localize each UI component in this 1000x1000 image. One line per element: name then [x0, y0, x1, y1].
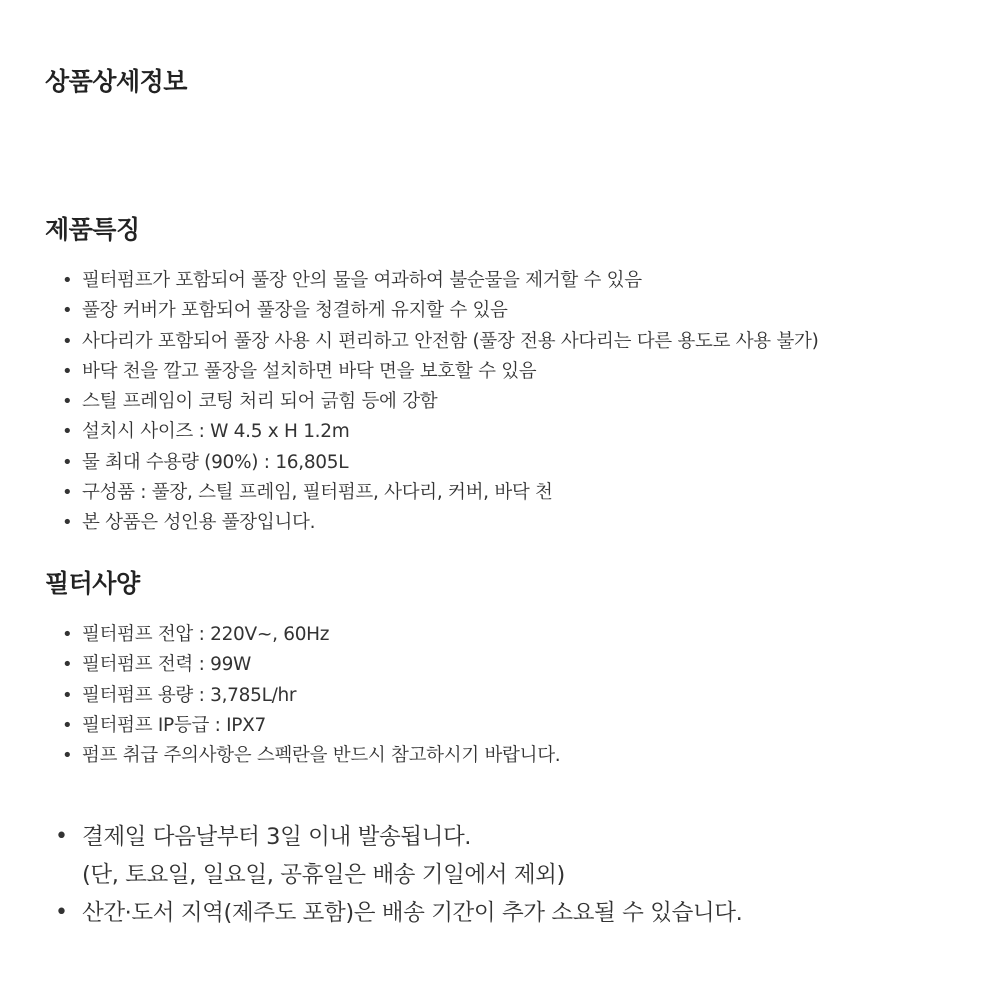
list-item [62, 508, 819, 538]
shipping-notice-subtext: (단, 토요일, 일요일, 공휴일은 배송 기일에서 제외) [82, 862, 565, 888]
feature-text: 물 최대 수용량 (90%) : 16,805L [82, 451, 349, 473]
shipping-notice-text: 결제일 다음날부터 3일 이내 발송됩니다. [82, 824, 472, 850]
bullet-icon: • [62, 421, 73, 443]
list-item [62, 266, 819, 296]
list-item [62, 296, 819, 326]
filter-spec-list [62, 620, 560, 771]
feature-text: 설치시 사이즈 : W 4.5 x H 1.2m [82, 421, 350, 443]
bullet-icon: • [62, 482, 73, 504]
bullet-icon: • [55, 900, 68, 925]
feature-text: 사다리가 포함되어 풀장 사용 시 편리하고 안전함 (풀장 전용 사다리는 다른 용도로 사용 불가) [82, 330, 819, 352]
feature-text: 본 상품은 성인용 풀장입니다. [82, 512, 316, 534]
list-item [62, 417, 819, 447]
bullet-icon: • [62, 654, 73, 676]
bullet-icon: • [62, 684, 73, 706]
bullet-icon: • [62, 330, 73, 352]
bullet-icon: • [62, 391, 73, 413]
bullet-icon: • [62, 451, 73, 473]
list-item [62, 387, 819, 417]
bullet-icon: • [62, 624, 73, 645]
list-item [62, 357, 819, 387]
feature-text: 바닥 천을 깔고 풀장을 설치하면 바닥 면을 보호할 수 있음 [82, 360, 537, 382]
bullet-icon: • [55, 824, 68, 849]
shipping-notice-text: 산간·도서 지역(제주도 포함)은 배송 기간이 추가 소요될 수 있습니다. [82, 900, 743, 926]
shipping-notice-item [55, 818, 742, 894]
filter-spec-text: 필터펌프 용량 : 3,785L/hr [82, 684, 297, 706]
filter-heading: 필터사양 [45, 569, 140, 598]
list-item [62, 711, 560, 741]
list-item [62, 448, 819, 478]
filter-spec-text: 필터펌프 IP등급 : IPX7 [82, 714, 266, 736]
feature-text: 필터펌프가 포함되어 풀장 안의 물을 여과하여 불순물을 제거할 수 있음 [82, 270, 642, 291]
shipping-notice-list [55, 818, 742, 932]
shipping-notice-item [55, 894, 742, 932]
filter-spec-text: 필터펌프 전압 : 220V~, 60Hz [82, 624, 330, 645]
bullet-icon: • [62, 512, 73, 534]
features-list [62, 266, 819, 539]
list-item [62, 327, 819, 357]
filter-spec-text: 필터펌프 전력 : 99W [82, 654, 252, 676]
list-item [62, 478, 819, 508]
list-item [62, 650, 560, 680]
bullet-icon: • [62, 300, 73, 322]
feature-text: 스틸 프레임이 코팅 처리 되어 긁힘 등에 강함 [82, 391, 438, 413]
bullet-icon: • [62, 360, 73, 382]
bullet-icon: • [62, 745, 73, 767]
page-title: 상품상세정보 [45, 67, 187, 96]
list-item [62, 741, 560, 771]
list-item [62, 681, 560, 711]
feature-text: 풀장 커버가 포함되어 풀장을 청결하게 유지할 수 있음 [82, 300, 508, 322]
filter-spec-text: 펌프 취급 주의사항은 스펙란을 반드시 참고하시기 바랍니다. [82, 745, 561, 767]
feature-text: 구성품 : 풀장, 스틸 프레임, 필터펌프, 사다리, 커버, 바닥 천 [82, 482, 553, 504]
bullet-icon: • [62, 270, 73, 291]
list-item [62, 620, 560, 650]
bullet-icon: • [62, 714, 73, 736]
features-heading: 제품특징 [45, 215, 140, 244]
